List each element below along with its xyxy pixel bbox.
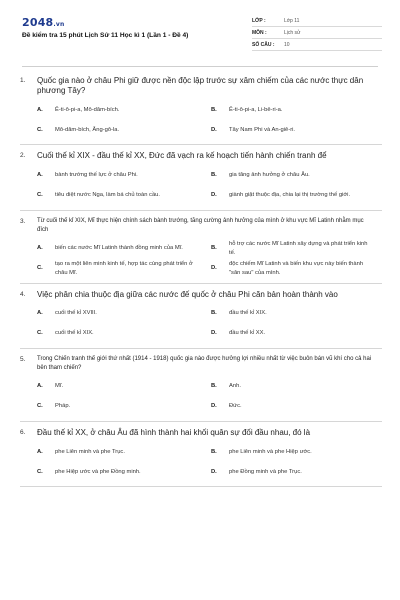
answer-option-b[interactable] [211, 377, 383, 397]
header-divider [22, 66, 378, 67]
question-number: 2. [20, 152, 26, 160]
option-text: biến các nước Mĩ Latinh thành đồng minh của Mĩ. [55, 245, 183, 252]
answer-option-d[interactable] [211, 324, 383, 344]
meta-row-count [252, 39, 382, 51]
option-letter: C. [37, 468, 43, 475]
question-5 [20, 355, 382, 422]
option-letter: B. [211, 310, 217, 317]
answer-option-a[interactable] [37, 377, 211, 397]
answer-option-b[interactable] [211, 100, 383, 120]
option-letter: B. [211, 172, 217, 179]
meta-row-subject [252, 27, 382, 39]
option-text: Ê-ti-ô-pi-a, Li-bê-ri-a. [229, 106, 283, 113]
question-text: Việc phân chia thuộc địa giữa các nước đế quốc ở châu Phi căn bản hoàn thành vào [37, 289, 338, 299]
option-letter: C. [37, 330, 43, 337]
answer-option-a[interactable] [37, 100, 211, 120]
meta-row-class [252, 15, 382, 27]
logo-tld: .vn [53, 21, 65, 28]
option-letter: A. [37, 172, 43, 179]
option-letter: A. [37, 245, 43, 252]
question-number: 1. [20, 77, 26, 84]
option-text: bành trướng thế lực ở châu Phi. [55, 172, 138, 179]
answer-option-b[interactable] [211, 442, 383, 462]
option-letter: B. [211, 106, 217, 113]
option-letter: C. [37, 126, 43, 133]
answer-option-d[interactable] [211, 397, 383, 417]
answer-options [37, 239, 382, 279]
option-text: Anh. [229, 383, 241, 390]
answer-option-c[interactable] [37, 120, 211, 140]
question-header [20, 217, 382, 235]
option-text: Tây Nam Phi và An-giê-ri. [229, 126, 296, 133]
option-text: hỗ trợ các nước Mĩ Latinh xây dựng và phát triển kinh tế. [229, 240, 368, 256]
answer-option-c[interactable] [37, 259, 211, 279]
page-header [0, 0, 400, 66]
option-letter: C. [37, 403, 43, 410]
question-6 [20, 428, 382, 487]
option-text: Ê-ti-ô-pi-a, Mô-dăm-bích. [55, 106, 120, 113]
option-letter: D. [211, 330, 217, 337]
question-text: Cuối thế kỉ XIX - đầu thế kỉ XX, Đức đã vạch ra kế hoạch tiến hành chiến tranh để [37, 151, 327, 161]
question-3 [20, 217, 382, 284]
option-letter: C. [37, 192, 43, 199]
question-2 [20, 151, 382, 210]
option-letter: D. [211, 468, 217, 475]
question-4 [20, 290, 382, 349]
answer-option-b[interactable] [211, 166, 383, 186]
question-header [20, 355, 382, 373]
exam-meta [252, 15, 382, 51]
answer-option-d[interactable] [211, 462, 383, 482]
exam-title: Đề kiểm tra 15 phút Lịch Sử 11 Học kì 1 (Lần 1 - Đề 4) [22, 32, 189, 39]
question-number: 5. [20, 355, 26, 363]
answer-option-d[interactable] [211, 120, 383, 140]
meta-label-count: SỐ CÂU : [252, 41, 275, 48]
meta-label-class: LỚP : [252, 17, 266, 24]
option-letter: D. [211, 265, 217, 272]
option-letter: B. [211, 245, 217, 252]
question-header [20, 76, 382, 96]
option-letter: B. [211, 448, 217, 455]
answer-option-c[interactable] [37, 397, 211, 417]
option-text: phe Liên minh và phe Trục. [55, 448, 125, 455]
option-text: phe Liên minh và phe Hiệp ước. [229, 448, 312, 455]
question-header [20, 151, 382, 161]
option-text: giành giật thuộc địa, chia lại thị trường thế giới. [229, 192, 351, 199]
answer-options [37, 442, 382, 482]
option-letter: A. [37, 106, 43, 113]
answer-option-b[interactable] [211, 239, 383, 259]
option-text: phe Hiệp ước và phe Đồng minh. [55, 468, 141, 475]
question-number: 3. [20, 217, 26, 225]
answer-option-a[interactable] [37, 239, 211, 259]
answer-option-a[interactable] [37, 166, 211, 186]
logo-main: 2048 [22, 16, 54, 29]
answer-option-c[interactable] [37, 186, 211, 206]
question-text: Đầu thế kỉ XX, ở châu Âu đã hình thành hai khối quân sự đối đầu nhau, đó là [37, 427, 311, 437]
option-letter: D. [211, 126, 217, 133]
option-text: đầu thế kỉ XIX. [229, 310, 267, 317]
option-text: Đức. [229, 403, 242, 410]
option-text: đầu thế kỉ XX. [229, 330, 266, 337]
option-letter: C. [37, 265, 43, 272]
option-text: tạo ra một liên minh kinh tế, hợp tác cùng phát triển ở châu Mĩ. [55, 260, 193, 276]
question-text: Trong Chiến tranh thế giới thứ nhất (1914 - 1918) quốc gia nào được hưởng lợi nhiều nhất từ việc buôn bán vũ khí cho cả hai bên tham chiến? [37, 355, 372, 371]
answer-option-a[interactable] [37, 442, 211, 462]
meta-value-class: Lớp 11 [284, 17, 300, 24]
answer-options [37, 100, 382, 140]
meta-value-subject: Lịch sử [284, 29, 301, 36]
option-text: cuối thế kỉ XIX. [55, 330, 94, 337]
question-number: 6. [20, 428, 26, 436]
question-list [20, 76, 382, 493]
answer-option-d[interactable] [211, 186, 383, 206]
question-text: Từ cuối thế kỉ XIX, Mĩ thực hiện chính sách bành trướng, tăng cường ảnh hưởng của mình ở khu vực Mĩ Latinh nhằm mục đích [37, 217, 364, 233]
answer-option-a[interactable] [37, 304, 211, 324]
option-text: Mĩ. [55, 383, 64, 390]
answer-option-b[interactable] [211, 304, 383, 324]
option-text: gia tăng ảnh hưởng ở châu Âu. [229, 172, 310, 179]
question-1 [20, 76, 382, 145]
meta-label-subject: MÔN : [252, 29, 267, 36]
question-header [20, 290, 382, 300]
question-text: Quốc gia nào ở châu Phi giữ được nền độc lập trước sự xâm chiếm của các nước thực dân phương Tây? [37, 76, 364, 96]
answer-option-c[interactable] [37, 462, 211, 482]
answer-option-d[interactable] [211, 259, 383, 279]
option-text: Mô-dăm-bích, Ăng-gô-la. [55, 126, 120, 133]
option-letter: B. [211, 383, 217, 390]
answer-options [37, 377, 382, 417]
option-letter: A. [37, 383, 43, 390]
answer-options [37, 166, 382, 206]
answer-option-c[interactable] [37, 324, 211, 344]
question-header [20, 428, 382, 438]
site-logo[interactable] [22, 16, 64, 29]
option-text: tiêu diệt nước Nga, làm bá chủ toàn cầu. [55, 192, 161, 199]
option-letter: A. [37, 448, 43, 455]
option-text: phe Đồng minh và phe Trục. [229, 468, 302, 475]
option-text: độc chiếm Mĩ Latinh và biến khu vực này biến thành "sân sau" của mình. [229, 260, 364, 276]
option-text: Pháp. [55, 403, 71, 410]
option-letter: D. [211, 192, 217, 199]
option-letter: A. [37, 310, 43, 317]
meta-value-count: 10 [284, 41, 290, 48]
answer-options [37, 304, 382, 344]
option-text: cuối thế kỉ XVIII. [55, 310, 97, 317]
option-letter: D. [211, 403, 217, 410]
question-number: 4. [20, 290, 26, 298]
